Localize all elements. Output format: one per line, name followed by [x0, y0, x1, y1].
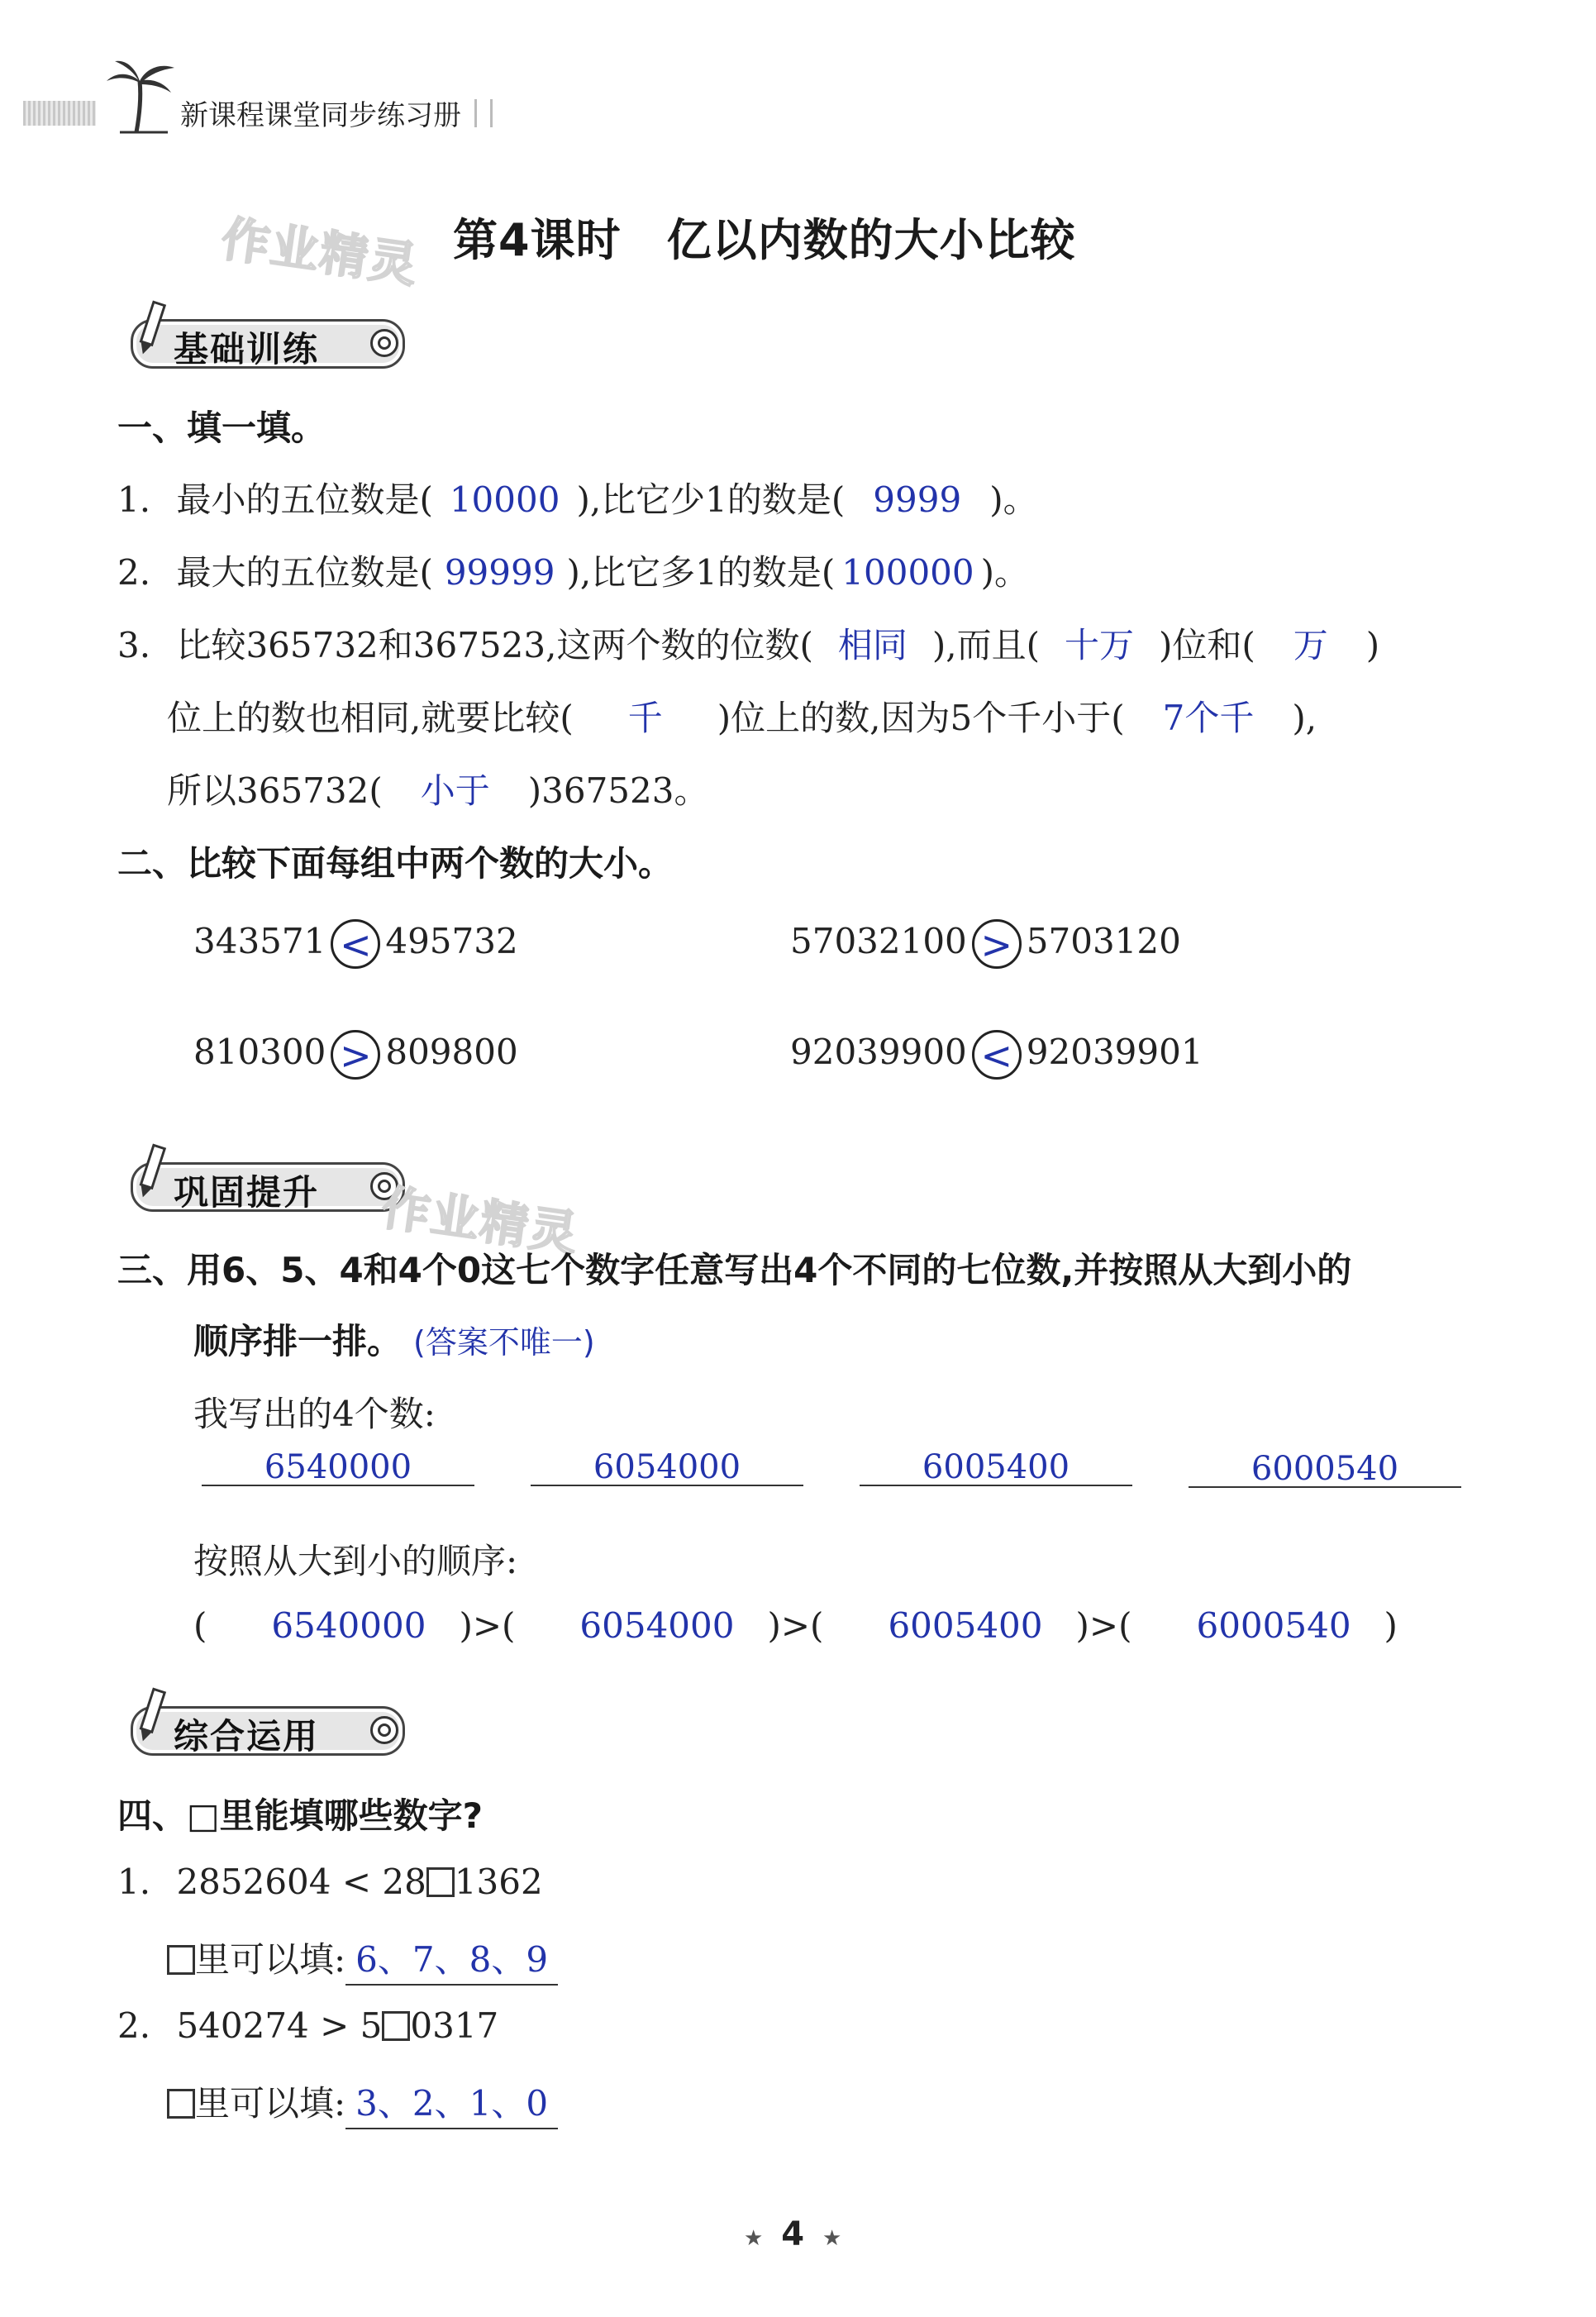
left-number: 92039900 — [790, 1032, 967, 1072]
q-text: ), — [1292, 698, 1317, 738]
q-text: )。 — [980, 552, 1030, 593]
part1-q3-line2 — [167, 691, 1317, 741]
blank-box — [382, 2011, 410, 2041]
compare-sign: < — [972, 1030, 1022, 1080]
answer: 99999 — [444, 552, 555, 593]
left-number: 343571 — [193, 921, 326, 961]
q-text: 比较365732和367523,这两个数的位数( — [176, 625, 813, 665]
part2-heading: 二、比较下面每组中两个数的大小。 — [117, 843, 674, 884]
q-text: )。 — [989, 479, 1038, 520]
paren-close: ) — [1384, 1605, 1398, 1646]
part1-q2 — [117, 546, 1029, 595]
q-text: )367523。 — [527, 770, 709, 811]
ordered-number: 6005400 — [888, 1605, 1043, 1646]
order-row — [193, 1605, 1398, 1646]
page-number-value: 4 — [781, 2215, 805, 2253]
answer: 相同 — [837, 625, 908, 665]
star-icon: ★ — [744, 2226, 764, 2251]
blank-box — [167, 1945, 195, 1975]
written-number: 6000540 — [1189, 1450, 1461, 1488]
q-text: 位上的数也相同,就要比较( — [167, 698, 574, 738]
q-number: 3. — [117, 625, 151, 665]
left-number: 57032100 — [790, 921, 967, 961]
q-number: 2. — [117, 552, 151, 593]
answer: 100000 — [841, 552, 974, 593]
written-number: 6005400 — [860, 1448, 1132, 1486]
answer: 7个千 — [1162, 698, 1255, 738]
q-text: 最大的五位数是( — [176, 552, 433, 593]
inequality-left: 2852604 < 28 — [176, 1862, 426, 1902]
section-banner-apply — [116, 1698, 405, 1757]
compare-sign: > — [972, 919, 1022, 969]
q-text: 所以365732( — [167, 770, 383, 811]
answer: 小于 — [420, 770, 490, 811]
part3-heading-line2 — [193, 1314, 595, 1364]
right-number: 809800 — [385, 1032, 518, 1072]
part3-heading-line1: 三、用6、5、4和4个0这七个数字任意写出4个不同的七位数,并按照从大到小的 — [117, 1250, 1352, 1290]
paren-open: ( — [193, 1605, 207, 1646]
answer: 千 — [627, 698, 663, 738]
part1-q1 — [117, 473, 1038, 522]
answer: 十万 — [1064, 625, 1134, 665]
q-number: 1. — [117, 479, 151, 520]
fill-label: 里可以填: — [195, 1939, 346, 1980]
part3-heading-line2-text: 顺序排一排。 — [193, 1321, 403, 1361]
part4-q1-fill — [167, 1933, 558, 1986]
compare-pair — [193, 919, 518, 969]
ring-icon — [370, 1716, 398, 1744]
watermark: 作业精灵 — [378, 1179, 583, 1263]
fill-answer: 3、2、1、0 — [345, 2076, 558, 2129]
part4-heading: 四、□里能填哪些数字? — [117, 1795, 484, 1836]
section-banner-consolidate — [116, 1154, 405, 1213]
book-title: 新课程课堂同步练习册 — [180, 99, 461, 132]
header-decor-lines — [474, 99, 493, 127]
compare-pair — [790, 919, 1181, 969]
inequality-right: 0317 — [410, 2005, 499, 2046]
compare-sign: < — [331, 919, 380, 969]
gt-sep: )>( — [1075, 1605, 1132, 1646]
section-banner-basic — [116, 311, 405, 369]
q-text: )位上的数,因为5个千小于( — [717, 698, 1125, 738]
palm-tree-icon — [103, 56, 178, 136]
part1-q3-line3 — [167, 764, 708, 813]
order-label: 按照从大到小的顺序: — [193, 1541, 518, 1581]
ordered-number: 6054000 — [579, 1605, 735, 1646]
q-text: ),比它多1的数是( — [566, 552, 836, 593]
header-decor-bar — [23, 101, 96, 126]
compare-pair — [193, 1030, 518, 1080]
answer: 万 — [1293, 625, 1328, 665]
ordered-number: 6540000 — [271, 1605, 426, 1646]
right-number: 5703120 — [1026, 921, 1181, 961]
right-number: 495732 — [385, 921, 518, 961]
answer-note: (答案不唯一) — [413, 1324, 595, 1361]
inequality-left: 540274 > 5 — [176, 2005, 383, 2046]
gt-sep: )>( — [767, 1605, 824, 1646]
section-label: 综合运用 — [174, 1716, 320, 1757]
star-icon: ★ — [822, 2226, 842, 2251]
ring-icon — [370, 329, 398, 357]
compare-pair — [790, 1030, 1203, 1080]
q-number: 2. — [117, 2005, 151, 2046]
gt-sep: )>( — [459, 1605, 516, 1646]
q-text: ),比它少1的数是( — [576, 479, 846, 520]
fill-answer: 6、7、8、9 — [345, 1933, 558, 1986]
blank-box — [426, 1867, 455, 1897]
blank-box — [167, 2089, 195, 2119]
q-text: 最小的五位数是( — [176, 479, 433, 520]
fill-label: 里可以填: — [195, 2083, 346, 2124]
part4-q2 — [117, 2005, 498, 2046]
q-number: 1. — [117, 1862, 151, 1902]
part4-q1 — [117, 1862, 543, 1902]
page-number — [744, 2215, 841, 2253]
written-number: 6540000 — [202, 1448, 474, 1486]
left-number: 810300 — [193, 1032, 326, 1072]
part1-heading: 一、填一填。 — [117, 408, 326, 448]
answer: 9999 — [873, 479, 962, 520]
inequality-right: 1362 — [454, 1862, 543, 1902]
right-number: 92039901 — [1026, 1032, 1203, 1072]
q-text: )位和( — [1159, 625, 1255, 665]
q-text: ) — [1365, 625, 1380, 665]
section-label: 巩固提升 — [174, 1172, 320, 1213]
compare-sign: > — [331, 1030, 380, 1080]
lesson-title: 第4课时 亿以内数的大小比较 — [453, 214, 1076, 266]
part4-q2-fill — [167, 2076, 558, 2129]
written-label: 我写出的4个数: — [193, 1394, 436, 1434]
section-label: 基础训练 — [174, 329, 320, 369]
q-text: ),而且( — [931, 625, 1040, 665]
written-number: 6054000 — [531, 1448, 803, 1486]
part1-q3-line1 — [117, 618, 1379, 668]
ordered-number: 6000540 — [1196, 1605, 1351, 1646]
watermark: 作业精灵 — [217, 210, 422, 294]
answer: 10000 — [449, 479, 560, 520]
